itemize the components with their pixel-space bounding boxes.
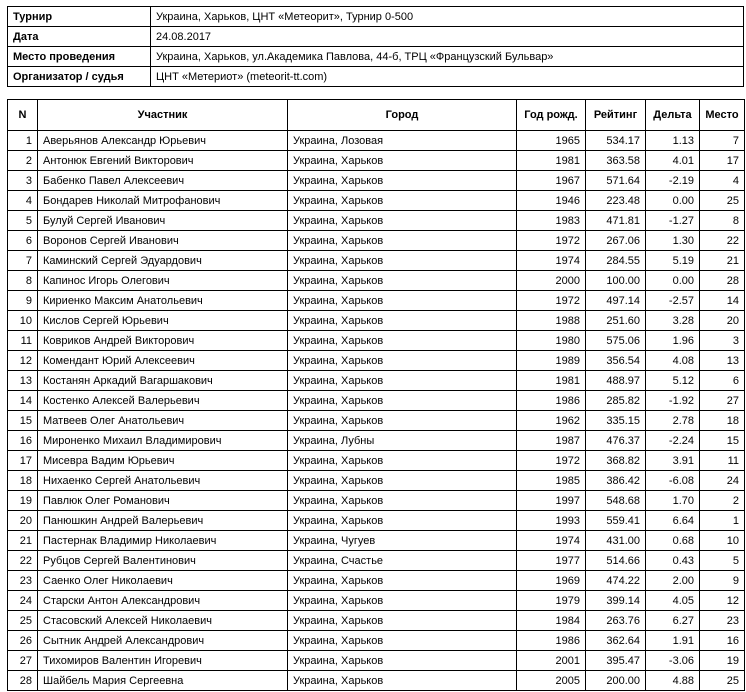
place: 12: [700, 591, 745, 611]
info-label: Турнир: [8, 7, 151, 27]
info-label: Место проведения: [8, 47, 151, 67]
participant-name: Аверьянов Александр Юрьевич: [38, 131, 288, 151]
row-number: 27: [8, 651, 38, 671]
place: 17: [700, 151, 745, 171]
participant-name: Костенко Алексей Валерьевич: [38, 391, 288, 411]
participant-name: Бондарев Николай Митрофанович: [38, 191, 288, 211]
info-value: Украина, Харьков, ул.Академика Павлова, 44-б, ТРЦ «Французский Бульвар»: [151, 47, 744, 67]
row-number: 6: [8, 231, 38, 251]
rating: 200.00: [586, 671, 646, 691]
place: 21: [700, 251, 745, 271]
birth-year: 2000: [517, 271, 586, 291]
delta: 2.00: [646, 571, 700, 591]
col-delta-header: Дельта: [646, 100, 700, 131]
city: Украина, Харьков: [288, 391, 517, 411]
city: Украина, Харьков: [288, 671, 517, 691]
row-number: 5: [8, 211, 38, 231]
participant-name: Стасовский Алексей Николаевич: [38, 611, 288, 631]
rating: 431.00: [586, 531, 646, 551]
delta: -6.08: [646, 471, 700, 491]
col-city-header: Город: [288, 100, 517, 131]
participant-name: Пастернак Владимир Николаевич: [38, 531, 288, 551]
info-value: Украина, Харьков, ЦНТ «Метеорит», Турнир 0-500: [151, 7, 744, 27]
delta: 6.27: [646, 611, 700, 631]
birth-year: 1972: [517, 291, 586, 311]
table-row: [8, 451, 745, 471]
rating: 395.47: [586, 651, 646, 671]
info-row: [8, 27, 744, 47]
col-number-header: N: [8, 100, 38, 131]
info-label: Организатор / судья: [8, 67, 151, 87]
city: Украина, Харьков: [288, 351, 517, 371]
delta: -3.06: [646, 651, 700, 671]
rating: 471.81: [586, 211, 646, 231]
rating: 100.00: [586, 271, 646, 291]
row-number: 28: [8, 671, 38, 691]
row-number: 26: [8, 631, 38, 651]
birth-year: 1967: [517, 171, 586, 191]
col-participant-header: Участник: [38, 100, 288, 131]
city: Украина, Харьков: [288, 211, 517, 231]
place: 8: [700, 211, 745, 231]
delta: 4.08: [646, 351, 700, 371]
rating: 285.82: [586, 391, 646, 411]
birth-year: 2001: [517, 651, 586, 671]
participant-name: Мисевра Вадим Юрьевич: [38, 451, 288, 471]
rating: 559.41: [586, 511, 646, 531]
table-row: [8, 331, 745, 351]
participant-name: Каминский Сергей Эдуардович: [38, 251, 288, 271]
table-row: [8, 151, 745, 171]
delta: -1.92: [646, 391, 700, 411]
info-label: Дата: [8, 27, 151, 47]
row-number: 8: [8, 271, 38, 291]
col-place-header: Место: [700, 100, 745, 131]
city: Украина, Лубны: [288, 431, 517, 451]
participant-name: Костанян Аркадий Вагаршакович: [38, 371, 288, 391]
place: 23: [700, 611, 745, 631]
table-row: [8, 591, 745, 611]
place: 1: [700, 511, 745, 531]
birth-year: 1993: [517, 511, 586, 531]
row-number: 21: [8, 531, 38, 551]
birth-year: 1985: [517, 471, 586, 491]
delta: 4.88: [646, 671, 700, 691]
info-row: [8, 7, 744, 27]
birth-year: 1974: [517, 531, 586, 551]
table-row: [8, 491, 745, 511]
birth-year: 1946: [517, 191, 586, 211]
delta: 3.28: [646, 311, 700, 331]
rating: 251.60: [586, 311, 646, 331]
rating: 534.17: [586, 131, 646, 151]
rating: 488.97: [586, 371, 646, 391]
delta: 6.64: [646, 511, 700, 531]
row-number: 10: [8, 311, 38, 331]
birth-year: 1965: [517, 131, 586, 151]
place: 6: [700, 371, 745, 391]
place: 13: [700, 351, 745, 371]
participant-name: Бабенко Павел Алексеевич: [38, 171, 288, 191]
participant-name: Нихаенко Сергей Анатольевич: [38, 471, 288, 491]
row-number: 1: [8, 131, 38, 151]
city: Украина, Харьков: [288, 471, 517, 491]
row-number: 11: [8, 331, 38, 351]
birth-year: 1972: [517, 231, 586, 251]
place: 5: [700, 551, 745, 571]
rating: 263.76: [586, 611, 646, 631]
rating: 356.54: [586, 351, 646, 371]
table-row: [8, 391, 745, 411]
city: Украина, Харьков: [288, 631, 517, 651]
participant-name: Кислов Сергей Юрьевич: [38, 311, 288, 331]
participant-name: Капинос Игорь Олегович: [38, 271, 288, 291]
participant-name: Саенко Олег Николаевич: [38, 571, 288, 591]
rating: 267.06: [586, 231, 646, 251]
table-row: [8, 271, 745, 291]
row-number: 16: [8, 431, 38, 451]
info-row: [8, 47, 744, 67]
delta: -2.19: [646, 171, 700, 191]
participant-name: Антонюк Евгений Викторович: [38, 151, 288, 171]
table-row: [8, 191, 745, 211]
table-row: [8, 131, 745, 151]
row-number: 22: [8, 551, 38, 571]
city: Украина, Харьков: [288, 231, 517, 251]
birth-year: 2005: [517, 671, 586, 691]
participant-name: Панюшкин Андрей Валерьевич: [38, 511, 288, 531]
city: Украина, Чугуев: [288, 531, 517, 551]
birth-year: 1977: [517, 551, 586, 571]
row-number: 18: [8, 471, 38, 491]
table-row: [8, 351, 745, 371]
row-number: 19: [8, 491, 38, 511]
place: 25: [700, 191, 745, 211]
delta: 1.13: [646, 131, 700, 151]
table-row: [8, 251, 745, 271]
rating: 284.55: [586, 251, 646, 271]
table-row: [8, 211, 745, 231]
delta: 0.43: [646, 551, 700, 571]
city: Украина, Харьков: [288, 271, 517, 291]
row-number: 13: [8, 371, 38, 391]
participant-name: Старски Антон Александрович: [38, 591, 288, 611]
place: 25: [700, 671, 745, 691]
rating: 548.68: [586, 491, 646, 511]
delta: 1.70: [646, 491, 700, 511]
birth-year: 1997: [517, 491, 586, 511]
delta: 0.68: [646, 531, 700, 551]
delta: 5.12: [646, 371, 700, 391]
city: Украина, Харьков: [288, 591, 517, 611]
birth-year: 1980: [517, 331, 586, 351]
city: Украина, Харьков: [288, 171, 517, 191]
city: Украина, Харьков: [288, 611, 517, 631]
rating: 362.64: [586, 631, 646, 651]
rating: 575.06: [586, 331, 646, 351]
place: 2: [700, 491, 745, 511]
place: 15: [700, 431, 745, 451]
place: 16: [700, 631, 745, 651]
row-number: 2: [8, 151, 38, 171]
birth-year: 1979: [517, 591, 586, 611]
city: Украина, Харьков: [288, 191, 517, 211]
table-row: [8, 311, 745, 331]
city: Украина, Харьков: [288, 151, 517, 171]
place: 22: [700, 231, 745, 251]
tournament-info-body: [8, 7, 744, 87]
city: Украина, Лозовая: [288, 131, 517, 151]
place: 20: [700, 311, 745, 331]
table-row: [8, 511, 745, 531]
delta: 4.01: [646, 151, 700, 171]
delta: 2.78: [646, 411, 700, 431]
place: 19: [700, 651, 745, 671]
row-number: 9: [8, 291, 38, 311]
place: 10: [700, 531, 745, 551]
city: Украина, Харьков: [288, 311, 517, 331]
city: Украина, Харьков: [288, 491, 517, 511]
city: Украина, Харьков: [288, 331, 517, 351]
place: 28: [700, 271, 745, 291]
rating: 386.42: [586, 471, 646, 491]
info-row: [8, 67, 744, 87]
place: 18: [700, 411, 745, 431]
results-header-row: [8, 100, 745, 131]
table-row: [8, 651, 745, 671]
birth-year: 1986: [517, 391, 586, 411]
rating: 514.66: [586, 551, 646, 571]
table-row: [8, 631, 745, 651]
place: 24: [700, 471, 745, 491]
rating: 363.58: [586, 151, 646, 171]
city: Украина, Харьков: [288, 571, 517, 591]
birth-year: 1972: [517, 451, 586, 471]
table-row: [8, 531, 745, 551]
rating: 571.64: [586, 171, 646, 191]
participant-name: Кириенко Максим Анатольевич: [38, 291, 288, 311]
city: Украина, Харьков: [288, 291, 517, 311]
place: 4: [700, 171, 745, 191]
city: Украина, Счастье: [288, 551, 517, 571]
participant-name: Павлюк Олег Романович: [38, 491, 288, 511]
row-number: 24: [8, 591, 38, 611]
rating: 335.15: [586, 411, 646, 431]
results-table: [7, 99, 745, 691]
place: 27: [700, 391, 745, 411]
row-number: 7: [8, 251, 38, 271]
table-row: [8, 671, 745, 691]
row-number: 25: [8, 611, 38, 631]
participant-name: Матвеев Олег Анатольевич: [38, 411, 288, 431]
delta: -2.57: [646, 291, 700, 311]
row-number: 20: [8, 511, 38, 531]
city: Украина, Харьков: [288, 411, 517, 431]
col-rating-header: Рейтинг: [586, 100, 646, 131]
participant-name: Тихомиров Валентин Игоревич: [38, 651, 288, 671]
col-birth-year-header: Год рожд.: [517, 100, 586, 131]
row-number: 17: [8, 451, 38, 471]
rating: 497.14: [586, 291, 646, 311]
participant-name: Булуй Сергей Иванович: [38, 211, 288, 231]
info-value: ЦНТ «Метериот» (meteorit-tt.com): [151, 67, 744, 87]
rating: 368.82: [586, 451, 646, 471]
table-row: [8, 571, 745, 591]
table-row: [8, 411, 745, 431]
city: Украина, Харьков: [288, 451, 517, 471]
birth-year: 1969: [517, 571, 586, 591]
birth-year: 1962: [517, 411, 586, 431]
city: Украина, Харьков: [288, 251, 517, 271]
info-value: 24.08.2017: [151, 27, 744, 47]
table-row: [8, 291, 745, 311]
tournament-info-table: [7, 6, 744, 87]
rating: 223.48: [586, 191, 646, 211]
table-row: [8, 611, 745, 631]
place: 7: [700, 131, 745, 151]
place: 14: [700, 291, 745, 311]
birth-year: 1974: [517, 251, 586, 271]
table-row: [8, 431, 745, 451]
row-number: 3: [8, 171, 38, 191]
row-number: 15: [8, 411, 38, 431]
birth-year: 1986: [517, 631, 586, 651]
rating: 476.37: [586, 431, 646, 451]
place: 3: [700, 331, 745, 351]
rating: 399.14: [586, 591, 646, 611]
place: 11: [700, 451, 745, 471]
participant-name: Шайбель Мария Сергеевна: [38, 671, 288, 691]
row-number: 14: [8, 391, 38, 411]
birth-year: 1981: [517, 151, 586, 171]
delta: 5.19: [646, 251, 700, 271]
delta: 0.00: [646, 191, 700, 211]
row-number: 12: [8, 351, 38, 371]
city: Украина, Харьков: [288, 371, 517, 391]
delta: -1.27: [646, 211, 700, 231]
table-row: [8, 371, 745, 391]
table-row: [8, 231, 745, 251]
delta: 1.96: [646, 331, 700, 351]
table-row: [8, 171, 745, 191]
delta: 3.91: [646, 451, 700, 471]
birth-year: 1984: [517, 611, 586, 631]
delta: 1.91: [646, 631, 700, 651]
participant-name: Рубцов Сергей Валентинович: [38, 551, 288, 571]
city: Украина, Харьков: [288, 511, 517, 531]
city: Украина, Харьков: [288, 651, 517, 671]
results-body: [8, 131, 745, 691]
delta: 4.05: [646, 591, 700, 611]
birth-year: 1981: [517, 371, 586, 391]
place: 9: [700, 571, 745, 591]
table-row: [8, 551, 745, 571]
rating: 474.22: [586, 571, 646, 591]
table-row: [8, 471, 745, 491]
birth-year: 1983: [517, 211, 586, 231]
birth-year: 1987: [517, 431, 586, 451]
participant-name: Сытник Андрей Александрович: [38, 631, 288, 651]
participant-name: Комендант Юрий Алексеевич: [38, 351, 288, 371]
row-number: 4: [8, 191, 38, 211]
birth-year: 1989: [517, 351, 586, 371]
participant-name: Ковриков Андрей Викторович: [38, 331, 288, 351]
participant-name: Мироненко Михаил Владимирович: [38, 431, 288, 451]
delta: -2.24: [646, 431, 700, 451]
delta: 0.00: [646, 271, 700, 291]
participant-name: Воронов Сергей Иванович: [38, 231, 288, 251]
row-number: 23: [8, 571, 38, 591]
delta: 1.30: [646, 231, 700, 251]
birth-year: 1988: [517, 311, 586, 331]
